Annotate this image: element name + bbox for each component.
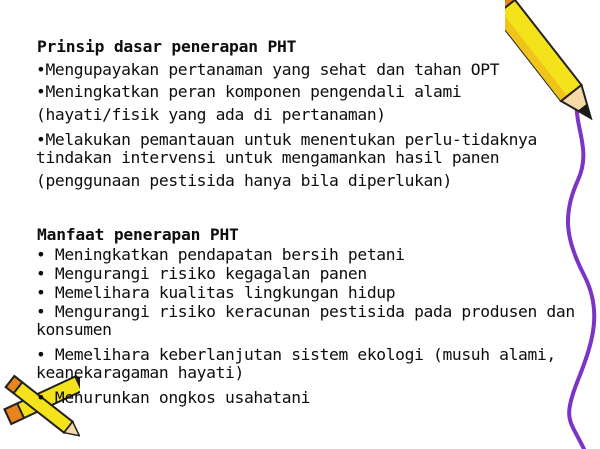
- section2-item: • Menurunkan ongkos usahatani: [36, 388, 311, 407]
- section2-title: Manfaat penerapan PHT: [37, 225, 239, 244]
- section1-item: •Melakukan pemantauan untuk menentukan perlu-tidaknya: [36, 130, 537, 149]
- section1-item: •Mengupayakan pertanaman yang sehat dan tahan OPT: [36, 60, 500, 79]
- section1-title: Prinsip dasar penerapan PHT: [37, 37, 297, 56]
- section2-item: • Mengurangi risiko keracunan pestisida pada produsen dan: [36, 302, 575, 321]
- section2-item: • Memelihara keberlanjutan sistem ekologi (musuh alami,: [36, 345, 556, 364]
- yellow-pencil-icon: [505, 0, 600, 140]
- section2-item: • Memelihara kualitas lingkungan hidup: [36, 283, 396, 302]
- section1-item: (hayati/fisik yang ada di pertanaman): [36, 105, 386, 124]
- section1-item: •Meningkatkan peran komponen pengendali alami: [36, 82, 462, 101]
- section2-item: konsumen: [36, 320, 112, 339]
- section1-item: (penggunaan pestisida hanya bila diperlukan): [36, 171, 452, 190]
- purple-squiggle-line: [560, 90, 600, 449]
- section2-item: • Meningkatkan pendapatan bersih petani: [36, 245, 405, 264]
- section2-item: • Mengurangi risiko kegagalan panen: [36, 264, 367, 283]
- section1-item: tindakan intervensi untuk mengamankan hasil panen: [36, 148, 500, 167]
- section2-item: keanekaragaman hayati): [36, 363, 244, 382]
